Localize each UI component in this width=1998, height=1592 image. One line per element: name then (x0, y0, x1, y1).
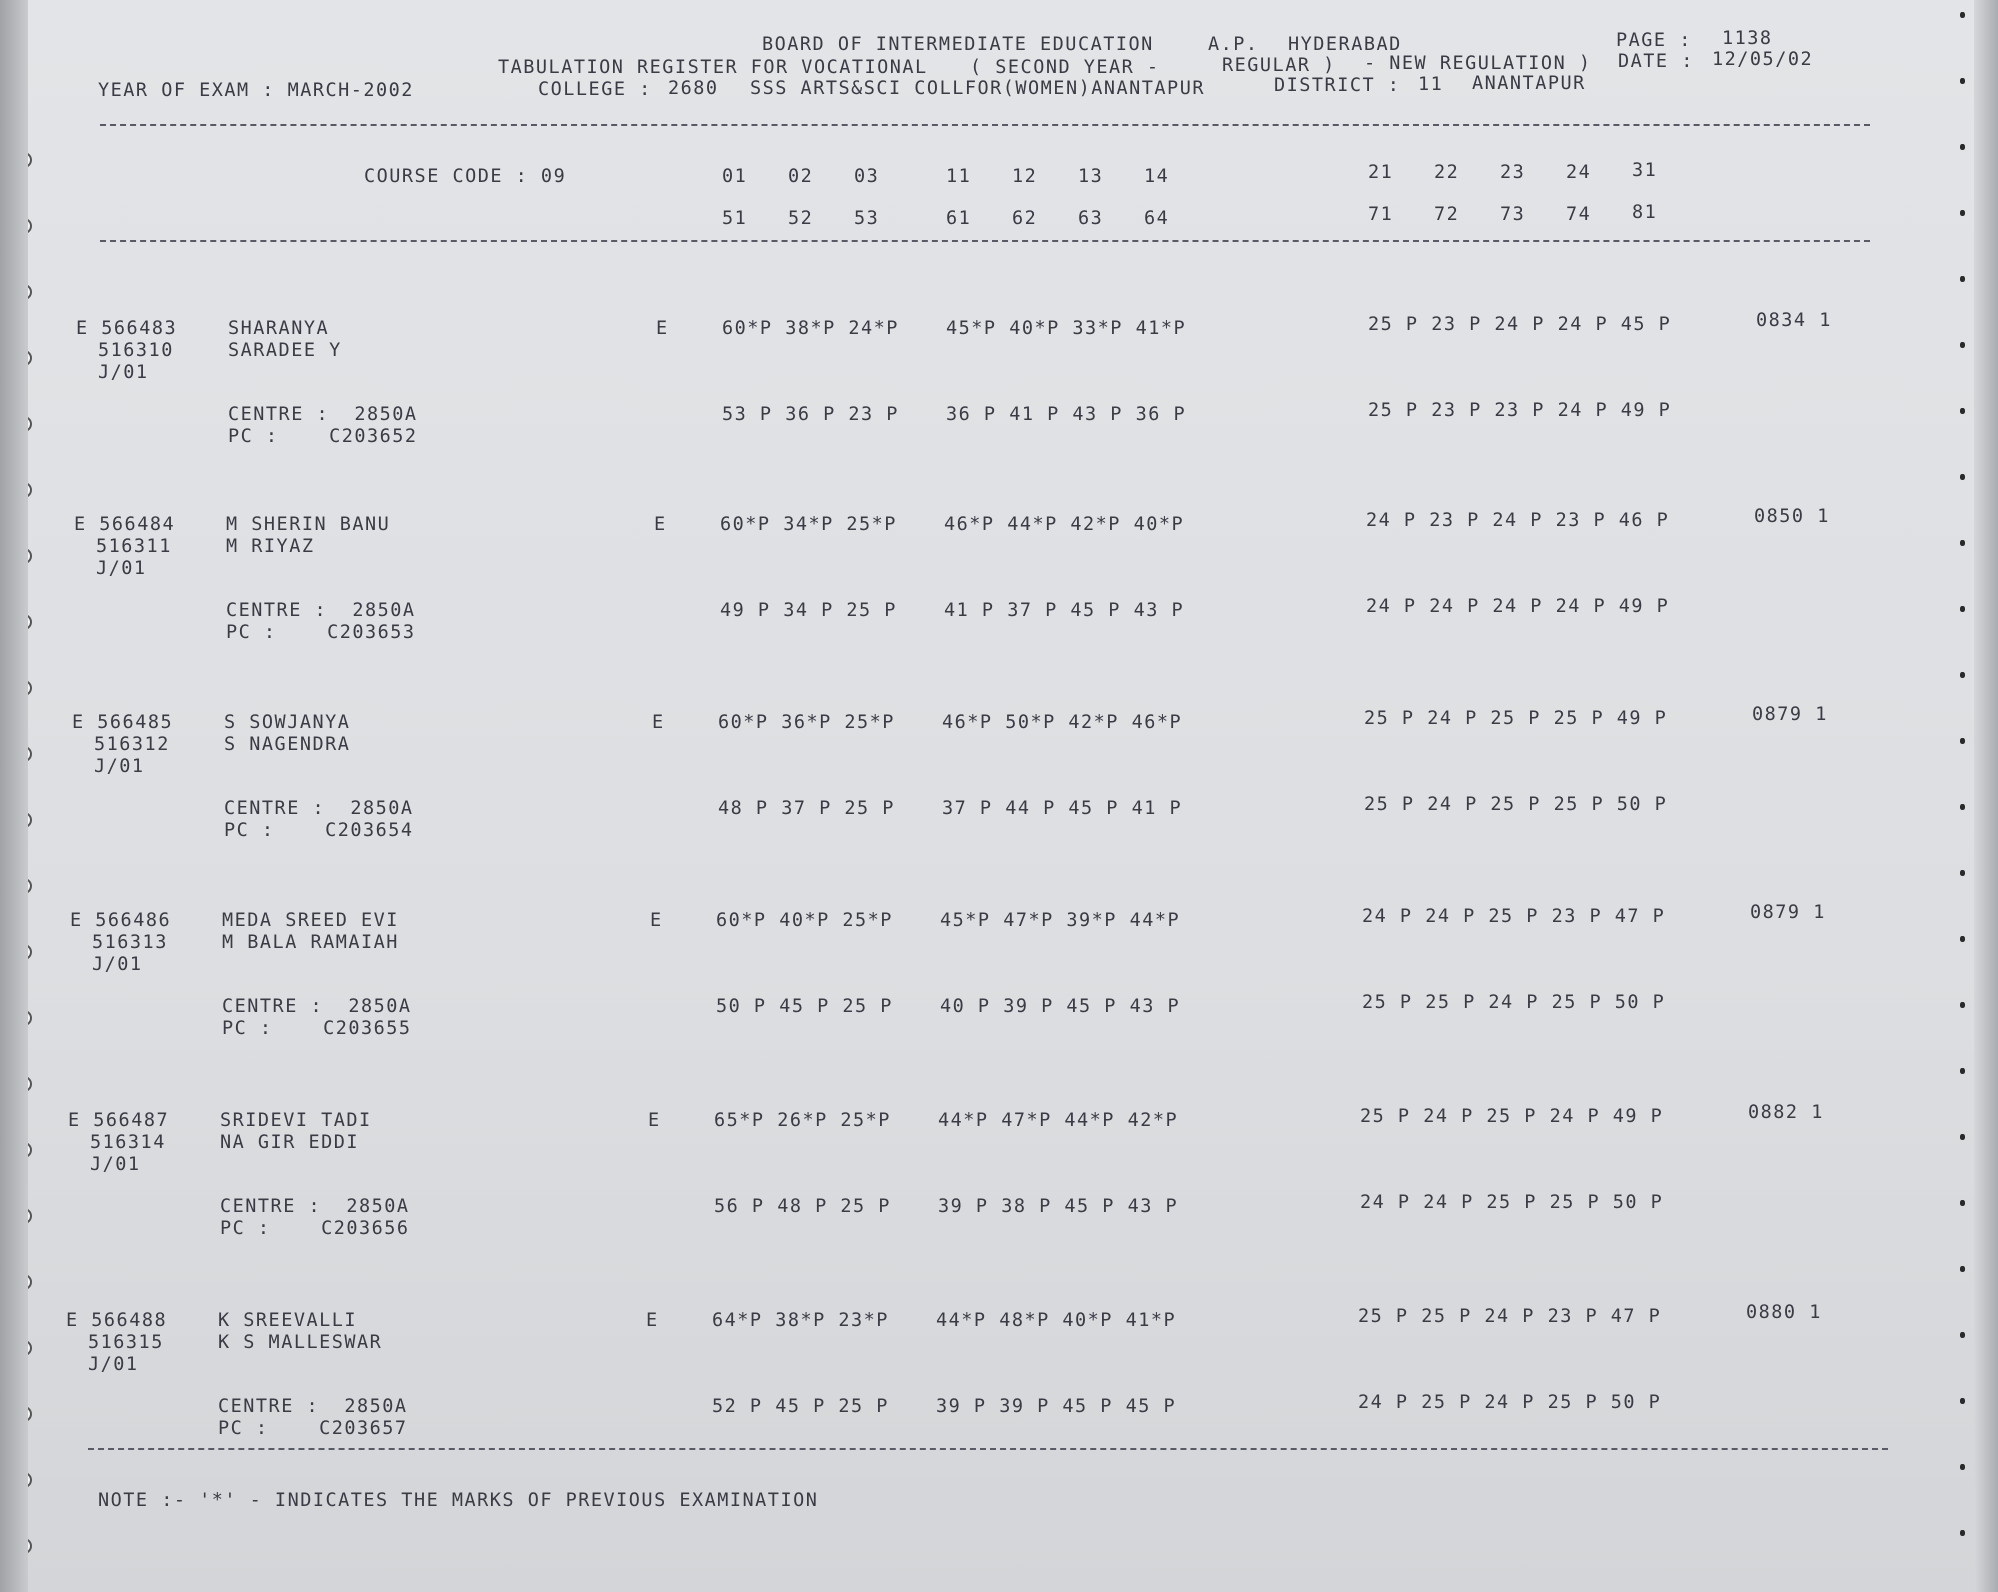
pc-number: PC : C203657 (218, 1418, 408, 1439)
group-code: J/01 (90, 1154, 141, 1175)
perforation-mark (1960, 1266, 1965, 1272)
marks-part-c: 25 P 25 P 24 P 23 P 47 P (1358, 1306, 1662, 1327)
college-code: 2680 (668, 78, 719, 99)
pc-number: PC : C203656 (220, 1218, 410, 1239)
marks-part-c: 25 P 23 P 24 P 24 P 45 P (1368, 314, 1672, 335)
marks-part-b: 45*P 40*P 33*P 41*P (946, 318, 1187, 339)
roll-number: 516313 (92, 932, 168, 953)
column-number: 64 (1144, 208, 1170, 229)
right-paper-edge (1974, 0, 1998, 1592)
column-number: 01 (722, 166, 748, 187)
tractor-hole (28, 1538, 32, 1554)
second-row-part-c: 25 P 23 P 23 P 24 P 49 P (1368, 400, 1672, 421)
second-row-part-a: 52 P 45 P 25 P (712, 1396, 889, 1417)
column-number: 74 (1566, 204, 1592, 225)
total-marks: 0850 1 (1754, 506, 1830, 527)
column-number: 02 (788, 166, 814, 187)
column-number: 22 (1434, 162, 1460, 183)
second-row-part-c: 24 P 24 P 25 P 25 P 50 P (1360, 1192, 1664, 1213)
result-flag: E (646, 1310, 659, 1331)
column-number: 63 (1078, 208, 1104, 229)
marks-part-a: 60*P 38*P 24*P (722, 318, 899, 339)
result-flag: E (648, 1110, 661, 1131)
column-number: 14 (1144, 166, 1170, 187)
column-number: 03 (854, 166, 880, 187)
student-name: K SREEVALLI (218, 1310, 358, 1331)
column-number: 12 (1012, 166, 1038, 187)
second-row-part-b: 39 P 38 P 45 P 43 P (938, 1196, 1179, 1217)
district-number: 11 (1418, 74, 1444, 95)
perforation-mark (1960, 540, 1965, 546)
perforation-mark (1960, 210, 1965, 216)
marks-part-c: 24 P 23 P 24 P 23 P 46 P (1366, 510, 1670, 531)
perforation-mark (1960, 1134, 1965, 1140)
father-name: SARADEE Y (228, 340, 342, 361)
register-title: TABULATION REGISTER FOR VOCATIONAL (498, 57, 928, 78)
total-marks: 0879 1 (1752, 704, 1828, 725)
perforation-mark (1960, 606, 1965, 612)
perforation-mark (1960, 804, 1965, 810)
perforation-mark (1960, 144, 1965, 150)
header-divider (100, 124, 1870, 126)
column-header-divider (100, 240, 1870, 242)
total-marks: 0880 1 (1746, 1302, 1822, 1323)
result-flag: E (656, 318, 669, 339)
roll-number: 516311 (96, 536, 172, 557)
total-marks: 0879 1 (1750, 902, 1826, 923)
second-row-part-c: 24 P 24 P 24 P 24 P 49 P (1366, 596, 1670, 617)
column-number: 24 (1566, 162, 1592, 183)
father-name: K S MALLESWAR (218, 1332, 383, 1353)
second-row-part-c: 25 P 25 P 24 P 25 P 50 P (1362, 992, 1666, 1013)
second-row-part-a: 50 P 45 P 25 P (716, 996, 893, 1017)
perforation-mark (1960, 276, 1965, 282)
perforation-mark (1960, 342, 1965, 348)
father-name: NA GIR EDDI (220, 1132, 360, 1153)
perforation-mark (1960, 1200, 1965, 1206)
date-label: DATE : (1618, 51, 1694, 72)
marks-part-b: 45*P 47*P 39*P 44*P (940, 910, 1181, 931)
register-id: E 566487 (68, 1110, 170, 1131)
marks-part-c: 25 P 24 P 25 P 25 P 49 P (1364, 708, 1668, 729)
group-code: J/01 (88, 1354, 139, 1375)
regular-label: REGULAR ) (1222, 55, 1336, 76)
year-type: ( SECOND YEAR - (970, 57, 1160, 78)
perforation-mark (1960, 1068, 1965, 1074)
footer-divider (88, 1448, 1888, 1450)
student-name: MEDA SREED EVI (222, 910, 399, 931)
perforation-mark (1960, 936, 1965, 942)
perforation-mark (1960, 1464, 1965, 1470)
column-number: 73 (1500, 204, 1526, 225)
second-row-part-a: 49 P 34 P 25 P (720, 600, 897, 621)
district-label: DISTRICT : (1274, 75, 1401, 96)
tractor-hole (28, 152, 32, 168)
exam-centre: CENTRE : 2850A (226, 600, 416, 621)
father-name: M BALA RAMAIAH (222, 932, 399, 953)
exam-centre: CENTRE : 2850A (218, 1396, 408, 1417)
column-number: 61 (946, 208, 972, 229)
roll-number: 516314 (90, 1132, 166, 1153)
pc-number: PC : C203652 (228, 426, 418, 447)
perforation-mark (1960, 78, 1965, 84)
marks-part-a: 60*P 36*P 25*P (718, 712, 895, 733)
perforation-mark (1960, 1002, 1965, 1008)
column-number: 31 (1632, 160, 1658, 181)
student-name: M SHERIN BANU (226, 514, 391, 535)
perforation-mark (1960, 474, 1965, 480)
father-name: S NAGENDRA (224, 734, 351, 755)
tabulation-register-page (28, 0, 1974, 1592)
father-name: M RIYAZ (226, 536, 315, 557)
tractor-hole (28, 284, 32, 300)
city: HYDERABAD (1288, 34, 1402, 55)
perforation-mark (1960, 1332, 1965, 1338)
column-number: 11 (946, 166, 972, 187)
roll-number: 516312 (94, 734, 170, 755)
pc-number: PC : C203655 (222, 1018, 412, 1039)
group-code: J/01 (94, 756, 145, 777)
column-number: 62 (1012, 208, 1038, 229)
student-name: SHARANYA (228, 318, 330, 339)
marks-part-a: 64*P 38*P 23*P (712, 1310, 889, 1331)
group-code: J/01 (98, 362, 149, 383)
register-id: E 566488 (66, 1310, 168, 1331)
column-number: 81 (1632, 202, 1658, 223)
exam-centre: CENTRE : 2850A (220, 1196, 410, 1217)
second-row-part-b: 36 P 41 P 43 P 36 P (946, 404, 1187, 425)
marks-part-b: 44*P 48*P 40*P 41*P (936, 1310, 1177, 1331)
exam-centre: CENTRE : 2850A (224, 798, 414, 819)
column-number: 72 (1434, 204, 1460, 225)
footnote: NOTE :- '*' - INDICATES THE MARKS OF PREVIOUS EXAMINATION (98, 1490, 819, 1511)
marks-part-a: 60*P 40*P 25*P (716, 910, 893, 931)
exam-centre: CENTRE : 2850A (228, 404, 418, 425)
marks-part-c: 25 P 24 P 25 P 24 P 49 P (1360, 1106, 1664, 1127)
total-marks: 0834 1 (1756, 310, 1832, 331)
page-label: PAGE : (1616, 30, 1692, 51)
second-row-part-c: 24 P 25 P 24 P 25 P 50 P (1358, 1392, 1662, 1413)
exam-centre: CENTRE : 2850A (222, 996, 412, 1017)
student-record (28, 704, 1970, 908)
college-name: SSS ARTS&SCI COLLFOR(WOMEN)ANANTAPUR (750, 78, 1205, 99)
result-flag: E (650, 910, 663, 931)
marks-part-a: 65*P 26*P 25*P (714, 1110, 891, 1131)
marks-part-c: 24 P 24 P 25 P 23 P 47 P (1362, 906, 1666, 927)
pc-number: PC : C203653 (226, 622, 416, 643)
marks-part-b: 44*P 47*P 44*P 42*P (938, 1110, 1179, 1131)
page-number: 1138 (1722, 28, 1773, 49)
column-number: 71 (1368, 204, 1394, 225)
marks-part-b: 46*P 50*P 42*P 46*P (942, 712, 1183, 733)
second-row-part-a: 56 P 48 P 25 P (714, 1196, 891, 1217)
second-row-part-a: 53 P 36 P 23 P (722, 404, 899, 425)
student-record (28, 506, 1972, 710)
board-title: BOARD OF INTERMEDIATE EDUCATION (762, 34, 1154, 55)
roll-number: 516310 (98, 340, 174, 361)
left-binding-edge (0, 0, 28, 1592)
second-row-part-b: 37 P 44 P 45 P 41 P (942, 798, 1183, 819)
pc-number: PC : C203654 (224, 820, 414, 841)
column-number: 53 (854, 208, 880, 229)
student-record (28, 1102, 1966, 1306)
perforation-mark (1960, 408, 1965, 414)
marks-part-a: 60*P 34*P 25*P (720, 514, 897, 535)
register-id: E 566485 (72, 712, 174, 733)
perforation-mark (1960, 870, 1965, 876)
college-label: COLLEGE : (538, 79, 652, 100)
student-name: S SOWJANYA (224, 712, 351, 733)
second-row-part-b: 41 P 37 P 45 P 43 P (944, 600, 1185, 621)
district-name: ANANTAPUR (1472, 73, 1586, 94)
state-abbrev: A.P. (1208, 34, 1259, 55)
student-record (28, 902, 1968, 1106)
result-flag: E (652, 712, 665, 733)
marks-part-b: 46*P 44*P 42*P 40*P (944, 514, 1185, 535)
student-record (28, 1302, 1964, 1506)
perforation-mark (1960, 1398, 1965, 1404)
student-name: SRIDEVI TADI (220, 1110, 372, 1131)
roll-number: 516315 (88, 1332, 164, 1353)
second-row-part-b: 39 P 39 P 45 P 45 P (936, 1396, 1177, 1417)
second-row-part-a: 48 P 37 P 25 P (718, 798, 895, 819)
print-date: 12/05/02 (1712, 49, 1814, 70)
second-row-part-b: 40 P 39 P 45 P 43 P (940, 996, 1181, 1017)
new-regulation-label: - NEW REGULATION ) (1364, 53, 1592, 74)
total-marks: 0882 1 (1748, 1102, 1824, 1123)
course-code: COURSE CODE : 09 (364, 166, 567, 187)
group-code: J/01 (96, 558, 147, 579)
register-id: E 566484 (74, 514, 176, 535)
register-id: E 566483 (76, 318, 178, 339)
column-number: 13 (1078, 166, 1104, 187)
tractor-hole (28, 218, 32, 234)
result-flag: E (654, 514, 667, 535)
column-number: 51 (722, 208, 748, 229)
second-row-part-c: 25 P 24 P 25 P 25 P 50 P (1364, 794, 1668, 815)
perforation-mark (1960, 12, 1965, 18)
register-id: E 566486 (70, 910, 172, 931)
year-of-exam: YEAR OF EXAM : MARCH-2002 (98, 80, 414, 101)
column-number: 21 (1368, 162, 1394, 183)
perforation-mark (1960, 738, 1965, 744)
perforation-mark (1960, 1530, 1965, 1536)
group-code: J/01 (92, 954, 143, 975)
perforation-mark (1960, 672, 1965, 678)
column-number: 23 (1500, 162, 1526, 183)
student-record (28, 310, 1974, 514)
column-number: 52 (788, 208, 814, 229)
